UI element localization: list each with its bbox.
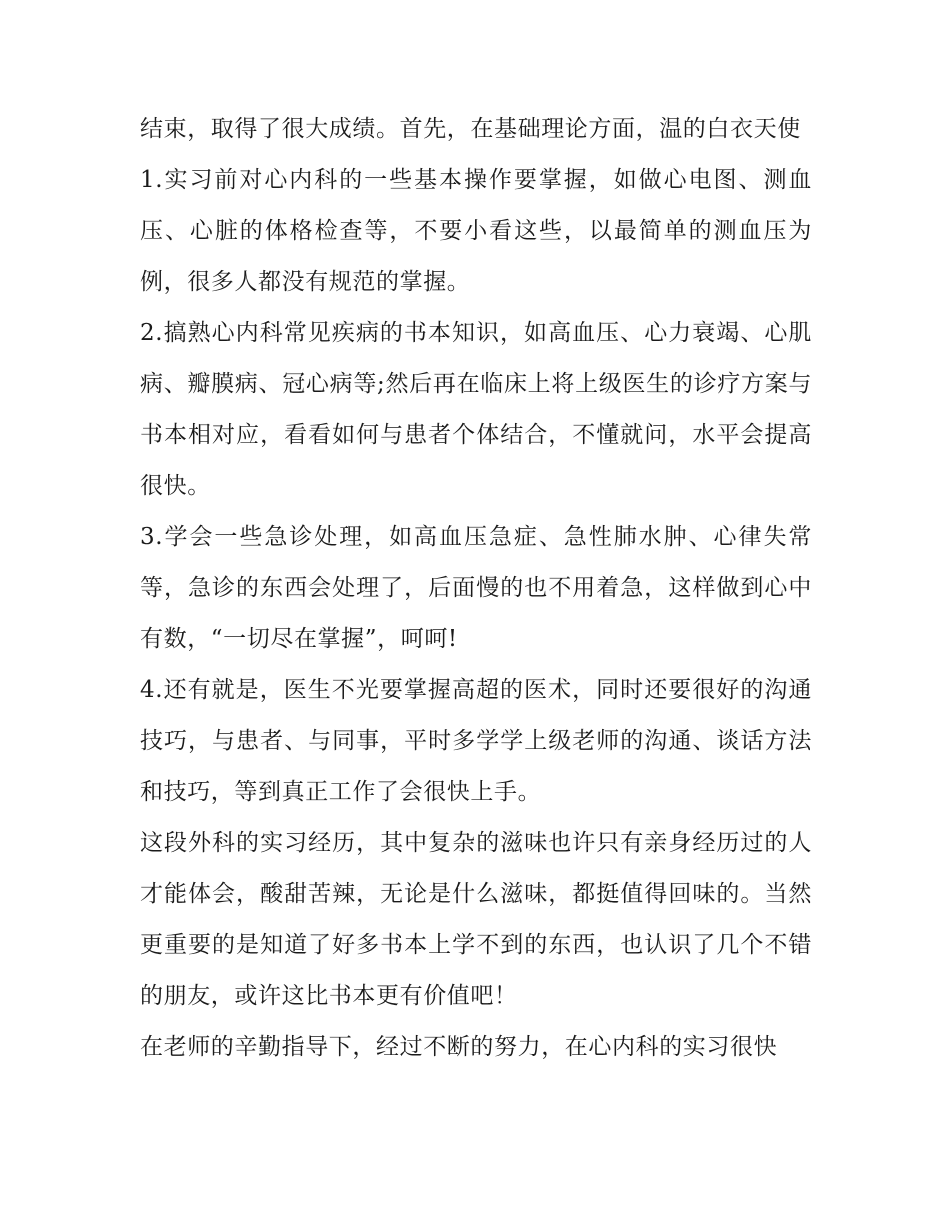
paragraph-reflection: 这段外科的实习经历，其中复杂的滋味也许只有亲身经历过的人才能体会，酸甜苦辣，无论是什么滋味，都挺值得回味的。当然更重要的是知道了好多书本上学不到的东西，也认识了几个不错的朋友，或许这比书本更有价值吧！ bbox=[140, 830, 812, 1009]
paragraph-item-1: 1.实习前对心内科的一些基本操作要掌握，如做心电图、测血压、心脏的体格检查等，不要小看这些，以最简单的测血压为例，很多人都没有规范的掌握。 bbox=[140, 167, 812, 295]
document-page bbox=[140, 104, 812, 1073]
paragraph-intro: 结束，取得了很大成绩。首先，在基础理论方面，温的白衣天使 bbox=[140, 116, 801, 142]
paragraph-item-4: 4.还有就是，医生不光要掌握高超的医术，同时还要很好的沟通技巧，与患者、与同事，平时多学学上级老师的沟通、谈话方法和技巧，等到真正工作了会很快上手。 bbox=[140, 677, 812, 805]
paragraph-item-3: 3.学会一些急诊处理，如高血压急症、急性肺水肿、心律失常等，急诊的东西会处理了，后面慢的也不用着急，这样做到心中有数，“一切尽在掌握”，呵呵! bbox=[140, 524, 812, 652]
paragraph-closing: 在老师的辛勤指导下，经过不断的努力，在心内科的实习很快 bbox=[140, 1034, 778, 1060]
paragraph-item-2: 2.搞熟心内科常见疾病的书本知识，如高血压、心力衰竭、心肌病、瓣膜病、冠心病等;然后再在临床上将上级医生的诊疗方案与书本相对应，看看如何与患者个体结合，不懂就问，水平会提高很快。 bbox=[140, 320, 812, 499]
